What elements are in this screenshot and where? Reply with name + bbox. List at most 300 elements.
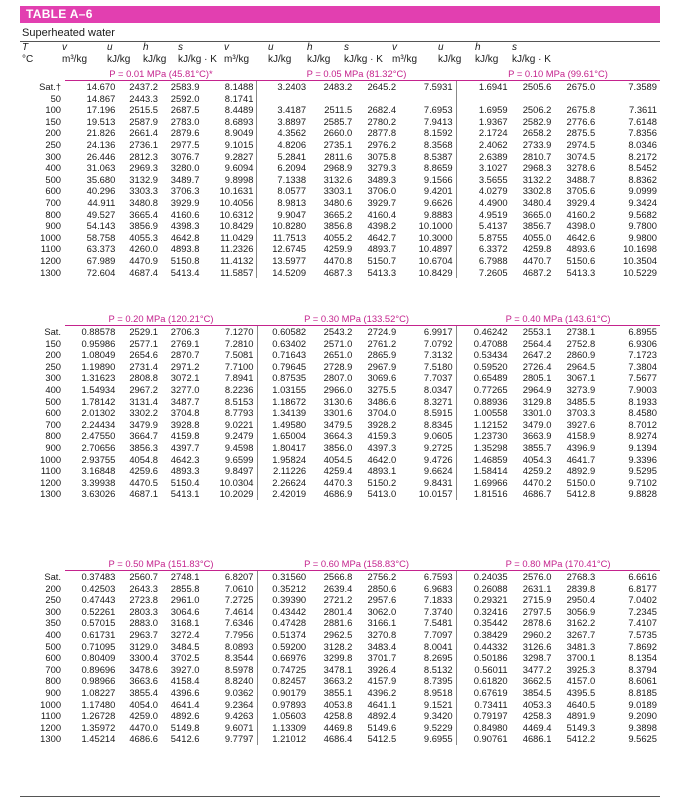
value-cell: 11.4132: [202, 255, 257, 267]
value-cell: 13.5977: [272, 254, 307, 266]
value-cell: 4.4900: [478, 196, 508, 208]
table-row: [20, 361, 660, 373]
temperature-cell: 600: [45, 652, 62, 664]
value-cell: 4055.3: [129, 231, 158, 243]
value-cell: 0.35212: [272, 582, 307, 594]
value-cell: 8.3794: [628, 663, 657, 675]
value-cell: 7.1270: [202, 326, 257, 338]
value-cell: 4641.4: [170, 698, 200, 710]
value-cell: 4641.7: [566, 453, 596, 465]
value-cell: 2780.2: [367, 115, 397, 127]
header-symbol-5: v: [224, 42, 229, 53]
value-cell: 8.0893: [202, 641, 257, 653]
value-cell: 2812.3: [129, 150, 158, 162]
value-cell: 2801.4: [323, 605, 353, 617]
value-cell: 2738.1: [566, 326, 596, 337]
value-cell: 2583.9: [170, 81, 200, 92]
temperature-cell: 900: [45, 686, 62, 698]
table-row: [20, 477, 660, 489]
value-cell: 2957.6: [367, 594, 397, 606]
value-cell: 4687.2: [522, 266, 552, 278]
value-cell: 4686.4: [323, 733, 353, 745]
value-cell: 4470.2: [522, 476, 552, 488]
value-cell: 2553.1: [522, 326, 552, 337]
value-cell: 3700.1: [566, 652, 596, 664]
value-cell: 11.2326: [202, 243, 257, 255]
value-cell: 9.5625: [628, 733, 657, 745]
value-cell: 14.867: [86, 92, 116, 104]
value-cell: 0.57015: [81, 617, 116, 629]
value-cell: 2976.2: [367, 138, 397, 150]
table-row: [20, 209, 660, 221]
value-cell: 7.7100: [202, 361, 257, 373]
value-cell: 0.59520: [473, 360, 508, 372]
header-symbol-4: s: [178, 42, 183, 53]
value-cell: 1.6959: [478, 104, 508, 116]
value-cell: 2768.3: [566, 571, 596, 582]
value-cell: 4469.4: [522, 721, 552, 733]
temperature-cell: 1300: [40, 733, 62, 745]
value-cell: 0.80409: [81, 652, 116, 664]
value-cell: 3705.6: [566, 185, 596, 197]
value-cell: 3929.4: [566, 196, 596, 208]
value-cell: 2577.1: [129, 337, 159, 349]
value-cell: 9.7800: [628, 220, 657, 232]
temperature-cell: 250: [45, 138, 62, 150]
value-cell: 3278.6: [566, 162, 596, 174]
value-cell: 3166.1: [367, 617, 397, 629]
value-cell: 9.0605: [399, 430, 456, 442]
value-cell: 4642.3: [170, 453, 200, 465]
table-row: [20, 396, 660, 408]
value-cell: 8.9274: [628, 430, 657, 442]
value-cell: 9.9800: [628, 231, 657, 243]
value-cell: 8.9049: [202, 127, 257, 139]
value-cell: 5.8755: [478, 231, 508, 243]
temperature-cell: 50: [50, 92, 62, 104]
temperature-cell: 1100: [40, 710, 62, 722]
value-cell: 7.3611: [629, 104, 657, 116]
value-cell: 2963.7: [129, 628, 159, 640]
value-cell: 35.680: [86, 173, 116, 185]
value-cell: 1.46859: [473, 453, 508, 465]
header-symbol-9: v: [392, 42, 397, 53]
table-row: [20, 641, 660, 653]
value-cell: 3664.7: [129, 430, 159, 442]
value-cell: 10.0304: [202, 477, 257, 489]
header-unit-4: kJ/kg · K: [178, 54, 217, 65]
value-cell: 4641.1: [367, 698, 397, 710]
value-cell: 3929.7: [367, 196, 397, 208]
value-cell: 0.52261: [81, 605, 116, 617]
table-row: [20, 488, 660, 500]
value-cell: 4159.8: [170, 430, 200, 442]
header-symbol-11: h: [475, 42, 481, 53]
value-cell: 3128.2: [323, 640, 353, 652]
value-cell: 3663.6: [129, 675, 159, 687]
value-cell: 3488.7: [566, 173, 596, 185]
temperature-cell: 800: [45, 675, 62, 687]
value-cell: 3706.0: [367, 185, 397, 197]
table-row: [20, 338, 660, 350]
value-cell: 7.6148: [628, 115, 657, 127]
value-cell: 3.4187: [277, 104, 307, 116]
value-cell: 3479.5: [323, 418, 353, 430]
pressure-header: P = 0.10 MPa (99.61°C): [456, 67, 660, 81]
value-cell: 2483.2: [323, 81, 353, 92]
value-cell: 3.2403: [277, 81, 307, 92]
value-cell: 5412.2: [566, 733, 596, 745]
value-cell: 2661.4: [129, 127, 158, 139]
header-symbol-0: T: [22, 42, 29, 53]
header-unit-6: kJ/kg: [268, 54, 292, 65]
value-cell: 2969.3: [129, 162, 158, 174]
value-cell: 10.3504: [623, 254, 657, 266]
value-cell: 0.46242: [473, 326, 508, 337]
value-cell: 4642.8: [170, 231, 200, 243]
value-cell: 5150.0: [566, 476, 596, 488]
value-cell: 3300.4: [129, 652, 159, 664]
value-cell: 2967.2: [129, 383, 159, 395]
value-cell: 3928.8: [170, 418, 200, 430]
value-cell: 5.4137: [478, 220, 508, 232]
header-symbol-10: u: [438, 42, 444, 53]
value-cell: 8.7793: [202, 407, 257, 419]
value-cell: 2651.0: [323, 349, 353, 361]
value-cell: 9.0189: [628, 698, 657, 710]
value-cell: 4.3562: [277, 127, 307, 139]
temperature-cell: 300: [45, 150, 62, 162]
value-cell: 2506.2: [522, 104, 552, 116]
value-cell: 4.9519: [478, 208, 508, 220]
value-cell: 0.67619: [473, 686, 508, 698]
temperature-cell: 500: [45, 173, 62, 185]
table-row: [20, 571, 660, 583]
table-row: [20, 93, 660, 105]
value-cell: 7.8692: [628, 640, 657, 652]
value-cell: 3279.3: [367, 162, 397, 174]
value-cell: 4687.1: [129, 488, 159, 500]
value-cell: 2728.9: [323, 360, 353, 372]
value-cell: 0.39390: [272, 594, 307, 606]
value-cell: 2803.3: [129, 605, 159, 617]
value-cell: 7.6953: [399, 104, 456, 116]
value-cell: 9.4263: [202, 710, 257, 722]
value-cell: 0.44332: [473, 640, 508, 652]
value-cell: 7.5180: [399, 361, 456, 373]
value-cell: 8.0577: [277, 185, 307, 197]
value-cell: 2660.0: [323, 127, 353, 139]
value-cell: 2571.0: [323, 337, 353, 349]
value-cell: 6.9683: [399, 583, 456, 595]
value-cell: 10.0157: [399, 488, 456, 500]
temperature-cell: 500: [45, 395, 62, 407]
value-cell: 3855.1: [323, 686, 353, 698]
value-cell: 1.31623: [81, 372, 116, 384]
value-cell: 3489.3: [367, 173, 397, 185]
value-cell: 5413.3: [566, 266, 596, 278]
value-cell: 6.8207: [202, 571, 257, 583]
value-cell: [511, 93, 555, 105]
value-cell: 0.42503: [81, 582, 116, 594]
value-cell: 0.47443: [81, 594, 116, 606]
value-cell: 3856.9: [129, 220, 158, 232]
value-cell: 7.5677: [628, 372, 657, 384]
value-cell: 2783.0: [170, 115, 200, 127]
value-cell: 4159.3: [367, 430, 397, 442]
value-cell: 4053.8: [323, 698, 353, 710]
value-cell: 1.58414: [473, 465, 508, 477]
value-cell: 0.59200: [272, 640, 307, 652]
value-cell: 3126.6: [522, 640, 552, 652]
value-cell: 3303.3: [129, 185, 158, 197]
value-cell: 10.6312: [202, 209, 257, 221]
table-subtitle: Superheated water: [22, 27, 115, 39]
value-cell: 5413.1: [170, 488, 200, 500]
value-cell: 4396.2: [367, 686, 397, 698]
value-cell: 3267.7: [566, 628, 596, 640]
value-cell: 3302.2: [129, 407, 159, 419]
value-cell: 3272.4: [170, 628, 200, 640]
value-cell: 4054.0: [129, 698, 159, 710]
value-cell: 1.08227: [81, 686, 116, 698]
value-cell: 3486.6: [367, 395, 397, 407]
value-cell: 26.446: [86, 150, 116, 162]
value-cell: 8.1488: [202, 81, 257, 93]
value-cell: 3.39938: [81, 476, 116, 488]
value-cell: 2875.5: [566, 127, 596, 139]
value-cell: 5412.8: [566, 488, 596, 500]
value-cell: 4055.2: [323, 231, 353, 243]
value-cell: 8.9813: [277, 196, 307, 208]
value-cell: 4396.6: [170, 686, 200, 698]
value-cell: 7.9003: [628, 383, 657, 395]
value-cell: 6.7988: [478, 254, 508, 266]
value-cell: 3.16848: [81, 465, 116, 477]
value-cell: 2865.9: [367, 349, 397, 361]
value-cell: 9.2827: [202, 151, 257, 163]
value-cell: 4398.2: [367, 220, 397, 232]
header-unit-8: kJ/kg · K: [344, 54, 383, 65]
value-cell: 3478.6: [129, 663, 159, 675]
header-unit-5: m³/kg: [224, 54, 249, 65]
value-cell: 3131.4: [129, 395, 159, 407]
value-cell: 8.5452: [628, 162, 657, 174]
value-cell: 3481.3: [566, 640, 596, 652]
temperature-cell: Sat.†: [39, 80, 62, 92]
temperature-cell: 1100: [40, 465, 62, 477]
value-cell: 10.1698: [623, 243, 657, 255]
value-cell: 3062.0: [367, 605, 397, 617]
value-cell: 1.45214: [81, 733, 116, 745]
value-cell: 5150.7: [367, 254, 397, 266]
value-cell: 9.2364: [202, 699, 257, 711]
value-cell: 1.78142: [81, 395, 116, 407]
header-symbol-7: h: [307, 42, 313, 53]
value-cell: 8.7395: [399, 675, 456, 687]
value-cell: 2658.2: [522, 127, 552, 139]
value-cell: 1.81516: [473, 488, 508, 500]
table-row: [20, 594, 660, 606]
value-cell: 2761.2: [367, 337, 397, 349]
temperature-cell: 100: [45, 104, 62, 116]
value-cell: 0.61820: [473, 675, 508, 687]
value-cell: 0.53434: [473, 349, 508, 361]
value-cell: 4157.0: [566, 675, 596, 687]
temperature-cell: 200: [45, 582, 62, 594]
temperature-cell: 900: [45, 441, 62, 453]
value-cell: 2724.9: [367, 326, 397, 337]
temperature-cell: 1300: [40, 266, 62, 278]
value-cell: [399, 93, 456, 105]
value-cell: 9.8431: [399, 477, 456, 489]
value-cell: 5412.5: [367, 733, 397, 745]
value-cell: 8.8345: [399, 419, 456, 431]
value-cell: 3702.5: [170, 652, 200, 664]
header-unit-9: m³/kg: [392, 54, 417, 65]
value-cell: 2592.0: [170, 92, 200, 104]
temperature-cell: 250: [45, 360, 62, 372]
value-cell: 9.4726: [399, 454, 456, 466]
table-row: [20, 419, 660, 431]
value-cell: 3704.0: [367, 407, 397, 419]
value-cell: 2.42019: [272, 488, 307, 500]
value-cell: 3927.0: [170, 663, 200, 675]
value-cell: [554, 93, 598, 105]
value-cell: 2879.6: [170, 127, 200, 139]
temperature-cell: 700: [45, 663, 62, 675]
value-cell: [456, 93, 511, 105]
value-cell: 9.6955: [399, 733, 456, 745]
value-cell: 3664.3: [323, 430, 353, 442]
value-cell: 2.24434: [81, 418, 116, 430]
value-cell: 4053.3: [522, 698, 552, 710]
value-cell: 0.88936: [473, 395, 508, 407]
value-cell: 10.8429: [202, 220, 257, 232]
value-cell: 0.88578: [81, 326, 116, 337]
value-cell: 3275.5: [367, 383, 397, 395]
value-cell: 1.12152: [473, 418, 508, 430]
value-cell: 10.5229: [623, 266, 657, 278]
value-cell: [309, 93, 355, 105]
value-cell: 8.4489: [202, 104, 257, 116]
temperature-cell: 1200: [40, 254, 62, 266]
header-symbol-12: s: [512, 42, 517, 53]
value-cell: 7.7956: [202, 629, 257, 641]
value-cell: 4.0279: [478, 185, 508, 197]
value-cell: 9.1566: [399, 174, 456, 186]
value-cell: 4642.7: [367, 231, 397, 243]
pressure-header: P = 0.30 MPa (133.52°C): [257, 312, 456, 326]
value-cell: 2964.9: [522, 383, 552, 395]
value-cell: 0.50186: [473, 652, 508, 664]
value-cell: 2964.5: [566, 360, 596, 372]
table-row: [20, 243, 660, 255]
value-cell: 5149.6: [367, 721, 397, 733]
value-cell: 19.513: [86, 115, 116, 127]
value-cell: [598, 93, 660, 105]
value-cell: 2974.5: [566, 138, 596, 150]
value-cell: 4892.9: [566, 465, 596, 477]
temperature-cell: 800: [45, 208, 62, 220]
value-cell: 10.2029: [202, 488, 257, 500]
table-row: [20, 185, 660, 197]
value-cell: 8.8240: [202, 675, 257, 687]
value-cell: 1.80417: [272, 441, 307, 453]
temperature-cell: 1200: [40, 476, 62, 488]
value-cell: 4054.5: [323, 453, 353, 465]
value-cell: 8.3568: [399, 139, 456, 151]
value-cell: 2505.6: [522, 81, 552, 92]
value-cell: 3132.6: [323, 173, 353, 185]
table-row: [20, 174, 660, 186]
value-cell: 4259.2: [522, 465, 552, 477]
value-cell: 7.7037: [399, 372, 456, 384]
value-cell: 2654.6: [129, 349, 159, 361]
value-cell: 9.5229: [399, 722, 456, 734]
value-cell: 9.7797: [202, 733, 257, 745]
value-cell: 2752.8: [566, 337, 596, 349]
value-cell: 2776.6: [566, 115, 596, 127]
value-cell: 7.6346: [202, 617, 257, 629]
value-cell: 2968.3: [522, 162, 552, 174]
pressure-header: P = 0.80 MPa (170.41°C): [456, 557, 660, 571]
value-cell: 7.0610: [202, 583, 257, 595]
value-cell: 4160.6: [170, 208, 200, 220]
value-cell: 3477.2: [522, 663, 552, 675]
value-cell: 2808.8: [129, 372, 159, 384]
value-cell: 4687.4: [129, 266, 158, 278]
value-cell: 9.1521: [399, 699, 456, 711]
value-cell: 3301.0: [522, 407, 552, 419]
value-cell: 1.03155: [272, 383, 307, 395]
value-cell: 8.2695: [399, 652, 456, 664]
value-cell: 14.5209: [272, 266, 307, 278]
value-cell: 2.70656: [81, 441, 116, 453]
table-row: [20, 162, 660, 174]
value-cell: 3302.8: [522, 185, 552, 197]
value-cell: 9.6624: [399, 465, 456, 477]
value-cell: 8.5387: [399, 151, 456, 163]
value-cell: 0.60582: [272, 326, 307, 337]
value-cell: 4396.9: [566, 441, 596, 453]
value-cell: 3298.7: [522, 652, 552, 664]
temperature-cell: 800: [45, 430, 62, 442]
value-cell: 0.43442: [272, 605, 307, 617]
value-cell: 2966.0: [323, 383, 353, 395]
value-cell: 3662.5: [522, 675, 552, 687]
value-cell: 1.34139: [272, 407, 307, 419]
value-cell: 4469.8: [323, 721, 353, 733]
value-cell: 67.989: [86, 254, 116, 266]
value-cell: 3706.3: [170, 185, 200, 197]
value-cell: 0.47088: [473, 337, 508, 349]
header-unit-10: kJ/kg: [438, 54, 462, 65]
value-cell: 7.2810: [202, 338, 257, 350]
table-row: [20, 664, 660, 676]
table-row: [20, 652, 660, 664]
value-cell: 9.4201: [399, 185, 456, 197]
value-cell: 2.47550: [81, 430, 116, 442]
value-cell: 8.1354: [628, 652, 657, 664]
value-cell: 8.1592: [399, 127, 456, 139]
value-cell: 8.2236: [202, 384, 257, 396]
value-cell: 7.2605: [478, 266, 508, 278]
value-cell: 8.8362: [628, 173, 657, 185]
value-cell: 2769.1: [170, 337, 200, 349]
header-unit-7: kJ/kg: [307, 54, 331, 65]
value-cell: 1.26728: [81, 710, 116, 722]
